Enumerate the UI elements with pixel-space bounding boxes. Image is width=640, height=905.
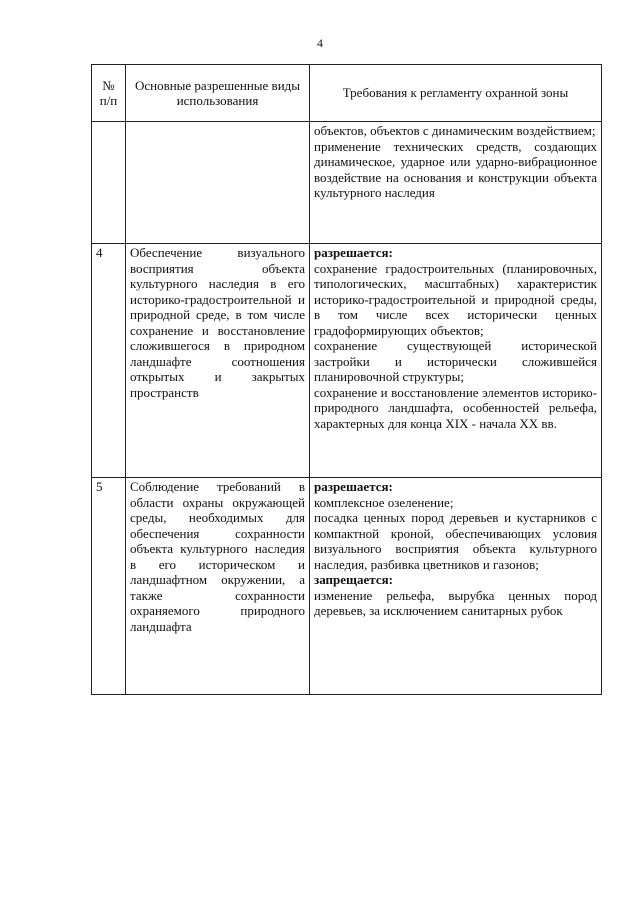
cell-req [310,478,602,695]
req-line: комплексное озеленение; [314,494,454,510]
req-line: сохранение и восстановление элементов историко-природного ландшафта, особенностей рельефа, характерных для конца XIX - начала XX вв. [314,384,597,431]
header-req: Требования к регламенту охранной зоны [310,65,602,122]
cell-use: Соблюдение требований в области охраны окружающей среды, необходимых для обеспечения сохранности объекта культурного наследия в его историческом и ландшафтном окружении, а также сохранности охраняемого природного ландшафта [126,478,310,695]
header-num: № п/п [92,65,126,122]
req-line: объектов, объектов с динамическим воздействием; [314,123,596,138]
cell-use: Обеспечение визуального восприятия объекта культурного наследия в его историко-градостроительной и природной среде, в том числе сохранение и восстановление сложившегося в природном ландшафте соотношения открытых и закрытых пространств [126,244,310,478]
cell-req [310,122,602,244]
cell-use [126,122,310,244]
page-number: 4 [317,36,323,50]
req-forbidden-heading: запрещается: [314,572,393,587]
table-header-row [92,65,602,122]
req-line: посадка ценных пород деревьев и кустарников с компактной кроной, обеспечивающих условия визуального восприятия объекта культурного наследия, разбивка цветников и газонов; [314,510,597,572]
header-use: Основные разрешенные виды использования [126,65,310,122]
req-line: сохранение градостроительных (планировочных, типологических, масштабных) характеристик историко-градостроительной и природной среды, в том числе всех исторически ценных градоформирующих объектов; [314,260,597,338]
req-allowed-heading: разрешается: [314,245,393,260]
req-line: применение технических средств, создающих динамическое, ударное или ударно-вибрационное воздействие на основания и конструкции объекта культурного наследия [314,138,597,200]
cell-num: 4 [92,244,126,478]
cell-num: 5 [92,478,126,695]
req-line: изменение рельефа, вырубка ценных пород деревьев, за исключением санитарных рубок [314,587,597,618]
table-row [92,122,602,244]
req-allowed-heading: разрешается: [314,479,393,494]
table-row [92,244,602,478]
regulation-table [91,64,602,695]
table-row [92,478,602,695]
req-line: сохранение существующей исторической застройки и исторически сложившейся планировочной структуры; [314,338,597,384]
cell-req [310,244,602,478]
cell-num [92,122,126,244]
